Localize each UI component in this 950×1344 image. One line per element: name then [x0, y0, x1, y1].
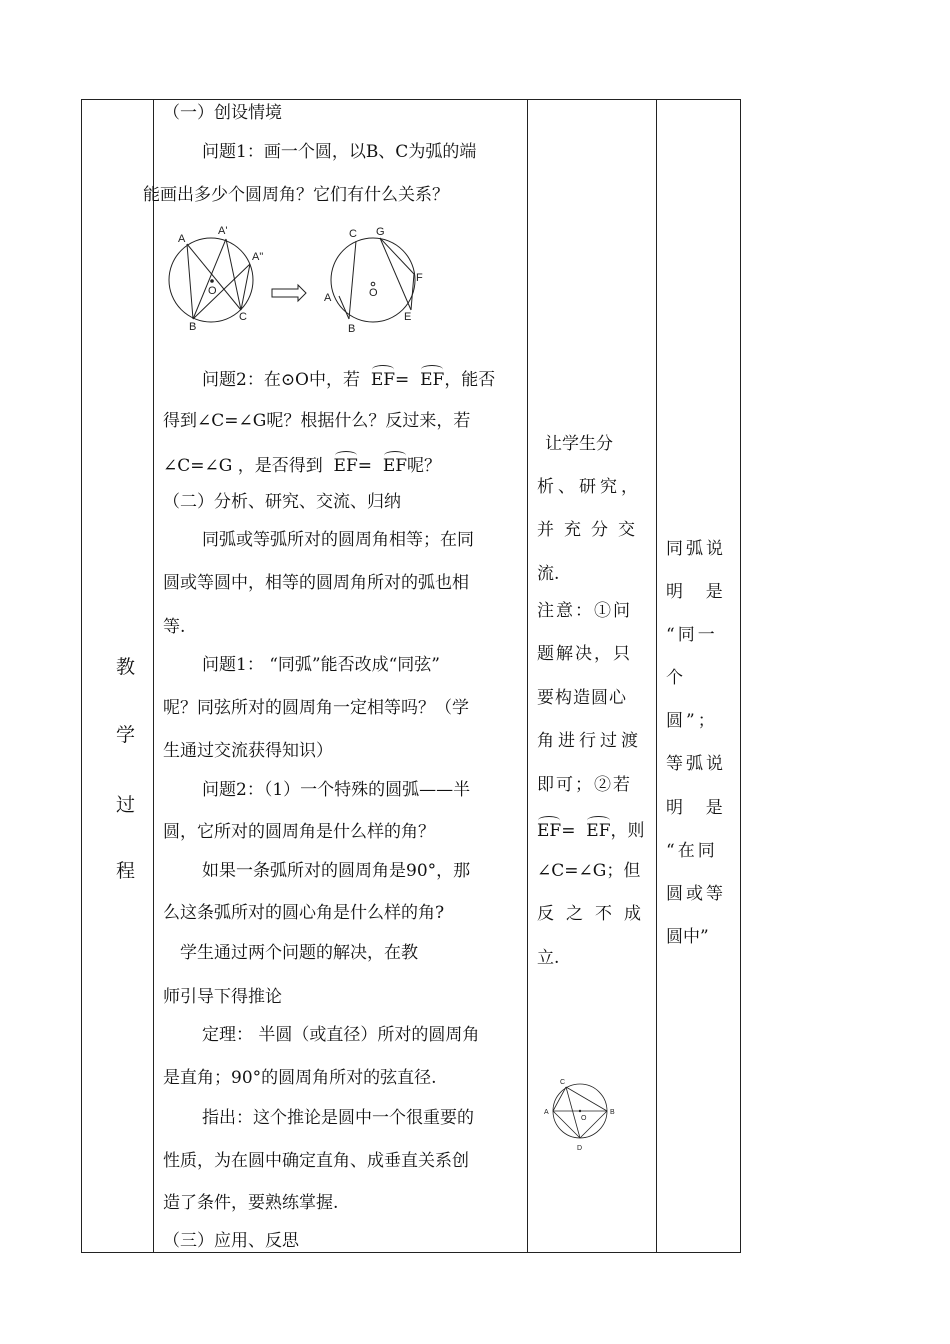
arc-ef-1: EF	[370, 370, 396, 390]
fig1-label-a-dprime: A"	[252, 251, 264, 263]
property-line-3: 等.	[163, 617, 186, 637]
table-border-col2	[153, 99, 154, 1253]
col3-line-13: 立.	[537, 948, 560, 968]
col3-line-5: 注意：①问	[537, 601, 632, 621]
arc-ef-2: EF	[420, 370, 445, 390]
fig1-label-f: F	[416, 272, 423, 284]
col3-line-10: EF= EF，则	[537, 821, 645, 841]
fig2-label-d: D	[577, 1145, 583, 1152]
left-label-char-3: 过	[116, 794, 136, 816]
col4-line-10: 圆中”	[666, 927, 709, 947]
fig1-label-b-left: B	[189, 321, 197, 333]
arc-ef-3: EF	[333, 456, 358, 476]
question-4-line-2: 圆，它所对的圆周角是什么样的角？	[163, 822, 435, 842]
fig1-label-a-prime: A'	[218, 225, 228, 237]
fig1-label-o-left: O	[208, 285, 217, 297]
col4-line-2: 明 是	[666, 582, 727, 602]
theorem-line-2: 是直角；90°的圆周角所对的弦直径.	[163, 1068, 437, 1088]
note-line-3: 造了条件，要熟练掌握.	[163, 1193, 339, 1213]
section-3-heading: （三）应用、反思	[163, 1231, 299, 1251]
col3-line-6: 题解决，只	[537, 644, 632, 664]
col3-line-3: 并充分交	[537, 520, 645, 540]
question-2-line-3: ∠C=∠G ，是否得到 EF= EF呢？	[163, 456, 442, 476]
fig2-label-c: C	[560, 1079, 566, 1086]
semicircle-figure	[540, 1070, 630, 1160]
fig1-label-c-right: C	[349, 228, 357, 240]
question-1-line-2: 能画出多少个圆周角？它们有什么关系？	[143, 185, 449, 205]
col3-line-8: 角进行过渡	[537, 731, 642, 751]
fig1-label-e: E	[404, 311, 412, 323]
note-line-1: 指出：这个推论是圆中一个很重要的	[202, 1108, 474, 1128]
col3-line-4: 流.	[537, 564, 560, 584]
note-line-2: 性质，为在圆中确定直角、成垂直关系创	[163, 1151, 469, 1171]
fig1-label-a-right: A	[324, 292, 332, 304]
col4-line-7: 明 是	[666, 798, 727, 818]
table-border-col4	[656, 99, 657, 1253]
question-2-line-1: 问题2：在⊙O中，若 EF= EF，能否	[202, 370, 496, 390]
col3-line-1: 让学生分	[545, 434, 613, 454]
question-4-line-3: 如果一条弧所对的圆周角是90°，那	[202, 861, 471, 881]
col4-line-5: 圆”；	[666, 711, 718, 731]
fig1-label-o-right: O	[369, 287, 378, 299]
question-4-line-1: 问题2：（1）一个特殊的圆弧——半	[202, 780, 471, 800]
arc-ef-6: EF	[586, 821, 611, 841]
col4-line-1: 同弧说	[666, 539, 726, 559]
section-2-heading: （二）分析、研究、交流、归纳	[163, 492, 401, 512]
table-bottom-border	[81, 1252, 741, 1253]
table-border-right	[740, 99, 741, 1253]
table-border-left	[81, 99, 82, 1253]
deduction-line-2: 师引导下得推论	[163, 987, 282, 1007]
left-label-char-1: 教	[116, 656, 136, 678]
section-1-heading: （一）创设情境	[163, 103, 282, 123]
table-top-border	[81, 99, 741, 100]
question-3-line-1: 问题1： “同弧”能否改成“同弦”	[202, 655, 440, 675]
question-4-line-4: 么这条弧所对的圆心角是什么样的角?	[163, 903, 445, 923]
question-1-line-1: 问题1：画一个圆，以B、C为弧的端	[202, 142, 477, 162]
left-label-char-2: 学	[116, 724, 136, 746]
col3-line-2: 析、研究，	[537, 477, 642, 497]
arc-ef-5: EF	[537, 821, 562, 841]
col4-line-3: “同一	[666, 625, 718, 645]
fig2-label-o: O	[581, 1115, 587, 1122]
inscribed-angle-figure	[168, 224, 448, 344]
deduction-line-1: 学生通过两个问题的解决，在教	[180, 943, 418, 963]
fig1-label-c-left: C	[239, 311, 247, 323]
property-line-2: 圆或等圆中，相等的圆周角所对的弧也相	[163, 573, 469, 593]
col4-line-6: 等弧说	[666, 754, 726, 774]
col4-line-4: 个	[666, 668, 683, 688]
fig2-label-b: B	[610, 1109, 615, 1116]
col3-line-11: ∠C=∠G；但	[537, 861, 641, 881]
col4-line-9: 圆或等	[666, 884, 726, 904]
col3-line-7: 要构造圆心	[537, 688, 627, 708]
fig2-label-a: A	[544, 1109, 549, 1116]
property-line-1: 同弧或等弧所对的圆周角相等；在同	[202, 530, 474, 550]
left-label-char-4: 程	[116, 860, 136, 882]
question-2-line-2: 得到∠C=∠G呢？根据什么？反过来，若	[163, 411, 471, 431]
question-3-line-2: 呢？同弦所对的圆周角一定相等吗？（学	[163, 698, 469, 718]
table-border-col3	[527, 99, 528, 1253]
fig1-label-g: G	[376, 226, 385, 238]
col3-line-9: 即可；②若	[537, 775, 632, 795]
col4-line-8: “在同	[666, 841, 718, 861]
fig1-label-b-right: B	[348, 323, 356, 335]
arc-ef-4: EF	[382, 456, 408, 476]
question-3-line-3: 生通过交流获得知识）	[163, 741, 333, 761]
theorem-line-1: 定理： 半圆（或直径）所对的圆周角	[202, 1025, 480, 1045]
col3-line-12: 反之不成	[537, 904, 653, 924]
fig1-label-a: A	[178, 233, 186, 245]
